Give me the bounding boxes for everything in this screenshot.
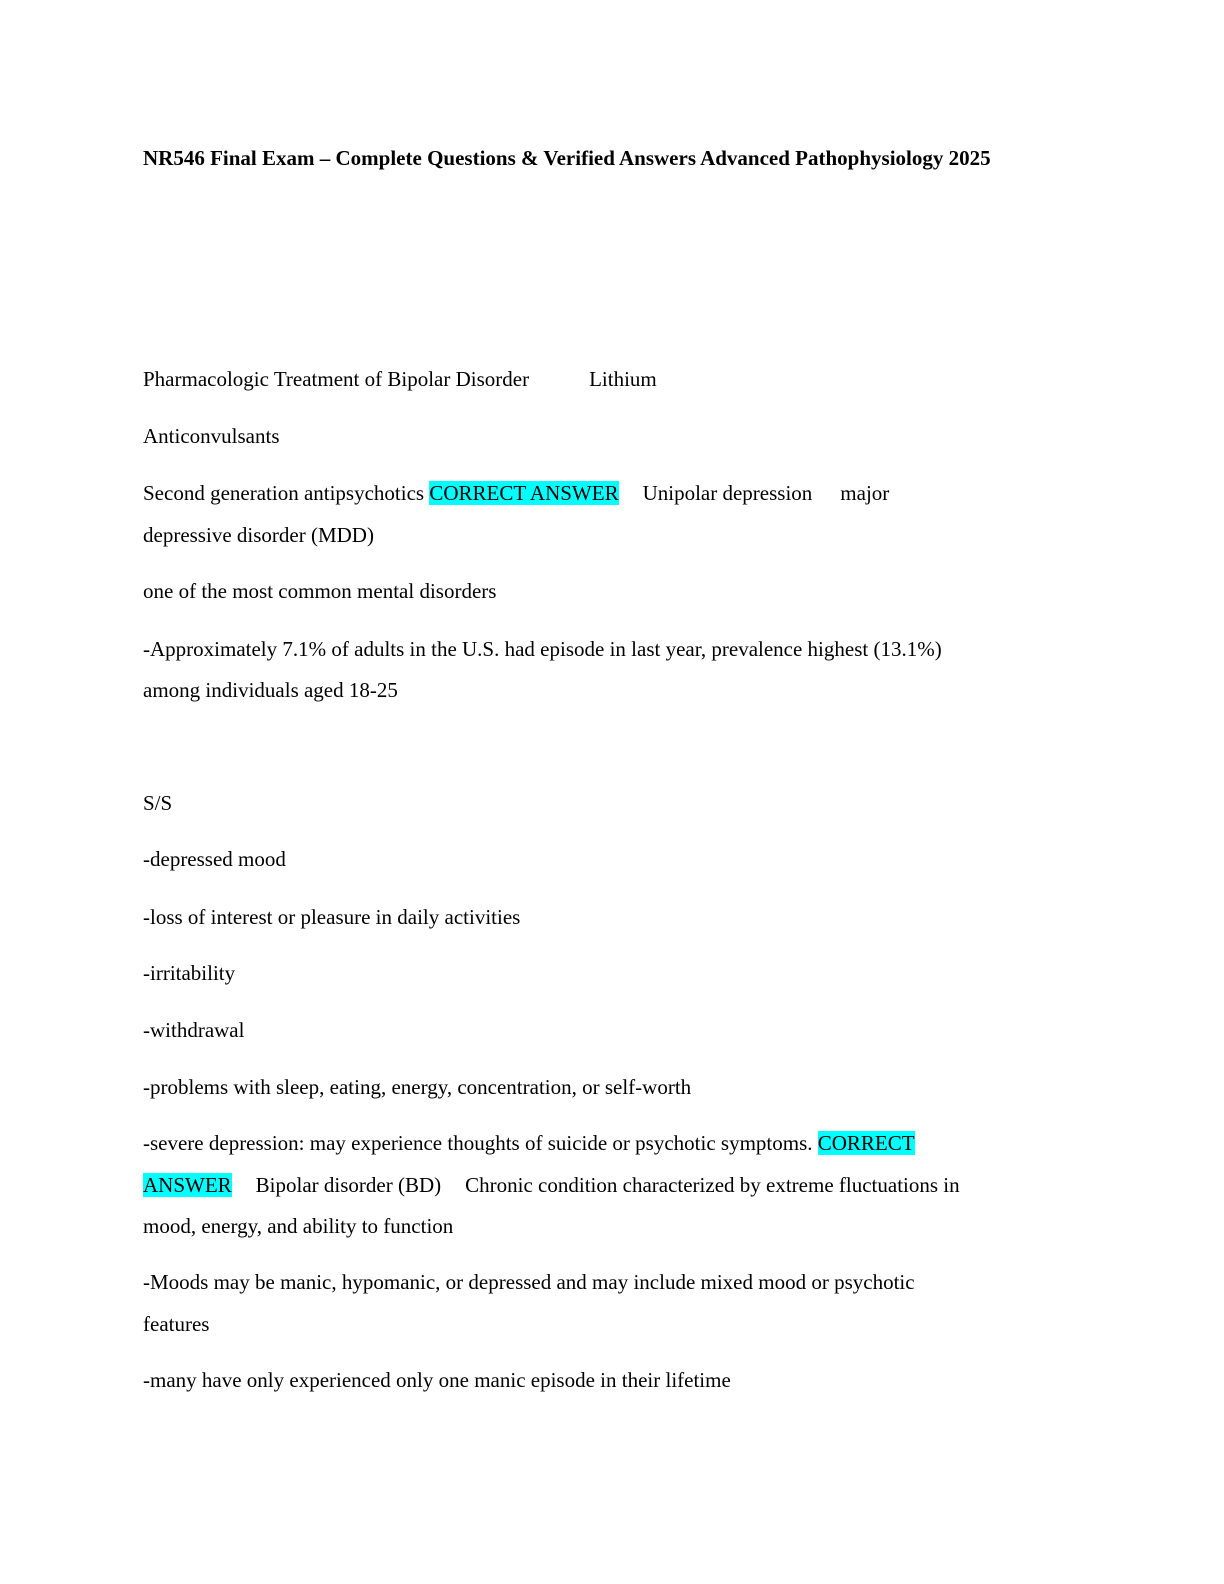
text-line: -depressed mood bbox=[143, 847, 286, 871]
text-line: among individuals aged 18-25 bbox=[143, 678, 398, 702]
text-line bbox=[143, 359, 657, 400]
document-title: NR546 Final Exam – Complete Questions & Verified Answers Advanced Pathophysiology 2025 bbox=[143, 146, 991, 170]
text-line: -Approximately 7.1% of adults in the U.S. had episode in last year, prevalence highest (13.1%) bbox=[143, 637, 942, 661]
text-line: depressive disorder (MDD) bbox=[143, 523, 374, 547]
answer-text: Chronic condition characterized by extreme fluctuations in bbox=[465, 1173, 960, 1197]
text-line: -loss of interest or pleasure in daily activities bbox=[143, 905, 521, 929]
correct-answer-highlight: CORRECT ANSWER bbox=[429, 481, 619, 505]
text-line: mood, energy, and ability to function bbox=[143, 1214, 454, 1238]
text-line: -Moods may be manic, hypomanic, or depressed and may include mixed mood or psychotic bbox=[143, 1270, 915, 1294]
question-text: -severe depression: may experience thoughts of suicide or psychotic symptoms. bbox=[143, 1131, 818, 1155]
correct-answer-highlight: ANSWER bbox=[143, 1173, 232, 1197]
question-text: Bipolar disorder (BD) bbox=[255, 1173, 442, 1197]
text-line bbox=[143, 1165, 960, 1206]
question-text: Pharmacologic Treatment of Bipolar Disorder bbox=[143, 367, 530, 391]
answer-text: major bbox=[840, 481, 890, 505]
answer-text: Lithium bbox=[589, 367, 657, 391]
text-line bbox=[143, 473, 889, 514]
text-line: -many have only experienced only one manic episode in their lifetime bbox=[143, 1368, 731, 1392]
correct-answer-highlight: CORRECT bbox=[817, 1131, 915, 1155]
text-line: one of the most common mental disorders bbox=[143, 579, 497, 603]
answer-text: Second generation antipsychotics bbox=[143, 481, 430, 505]
text-line: -irritability bbox=[143, 961, 236, 985]
text-line: -problems with sleep, eating, energy, concentration, or self-worth bbox=[143, 1075, 692, 1099]
question-text: Unipolar depression bbox=[642, 481, 813, 505]
text-line: S/S bbox=[143, 791, 173, 815]
text-line bbox=[143, 1123, 915, 1164]
text-line: Anticonvulsants bbox=[143, 424, 280, 448]
text-line: -withdrawal bbox=[143, 1018, 245, 1042]
text-line: features bbox=[143, 1312, 210, 1336]
